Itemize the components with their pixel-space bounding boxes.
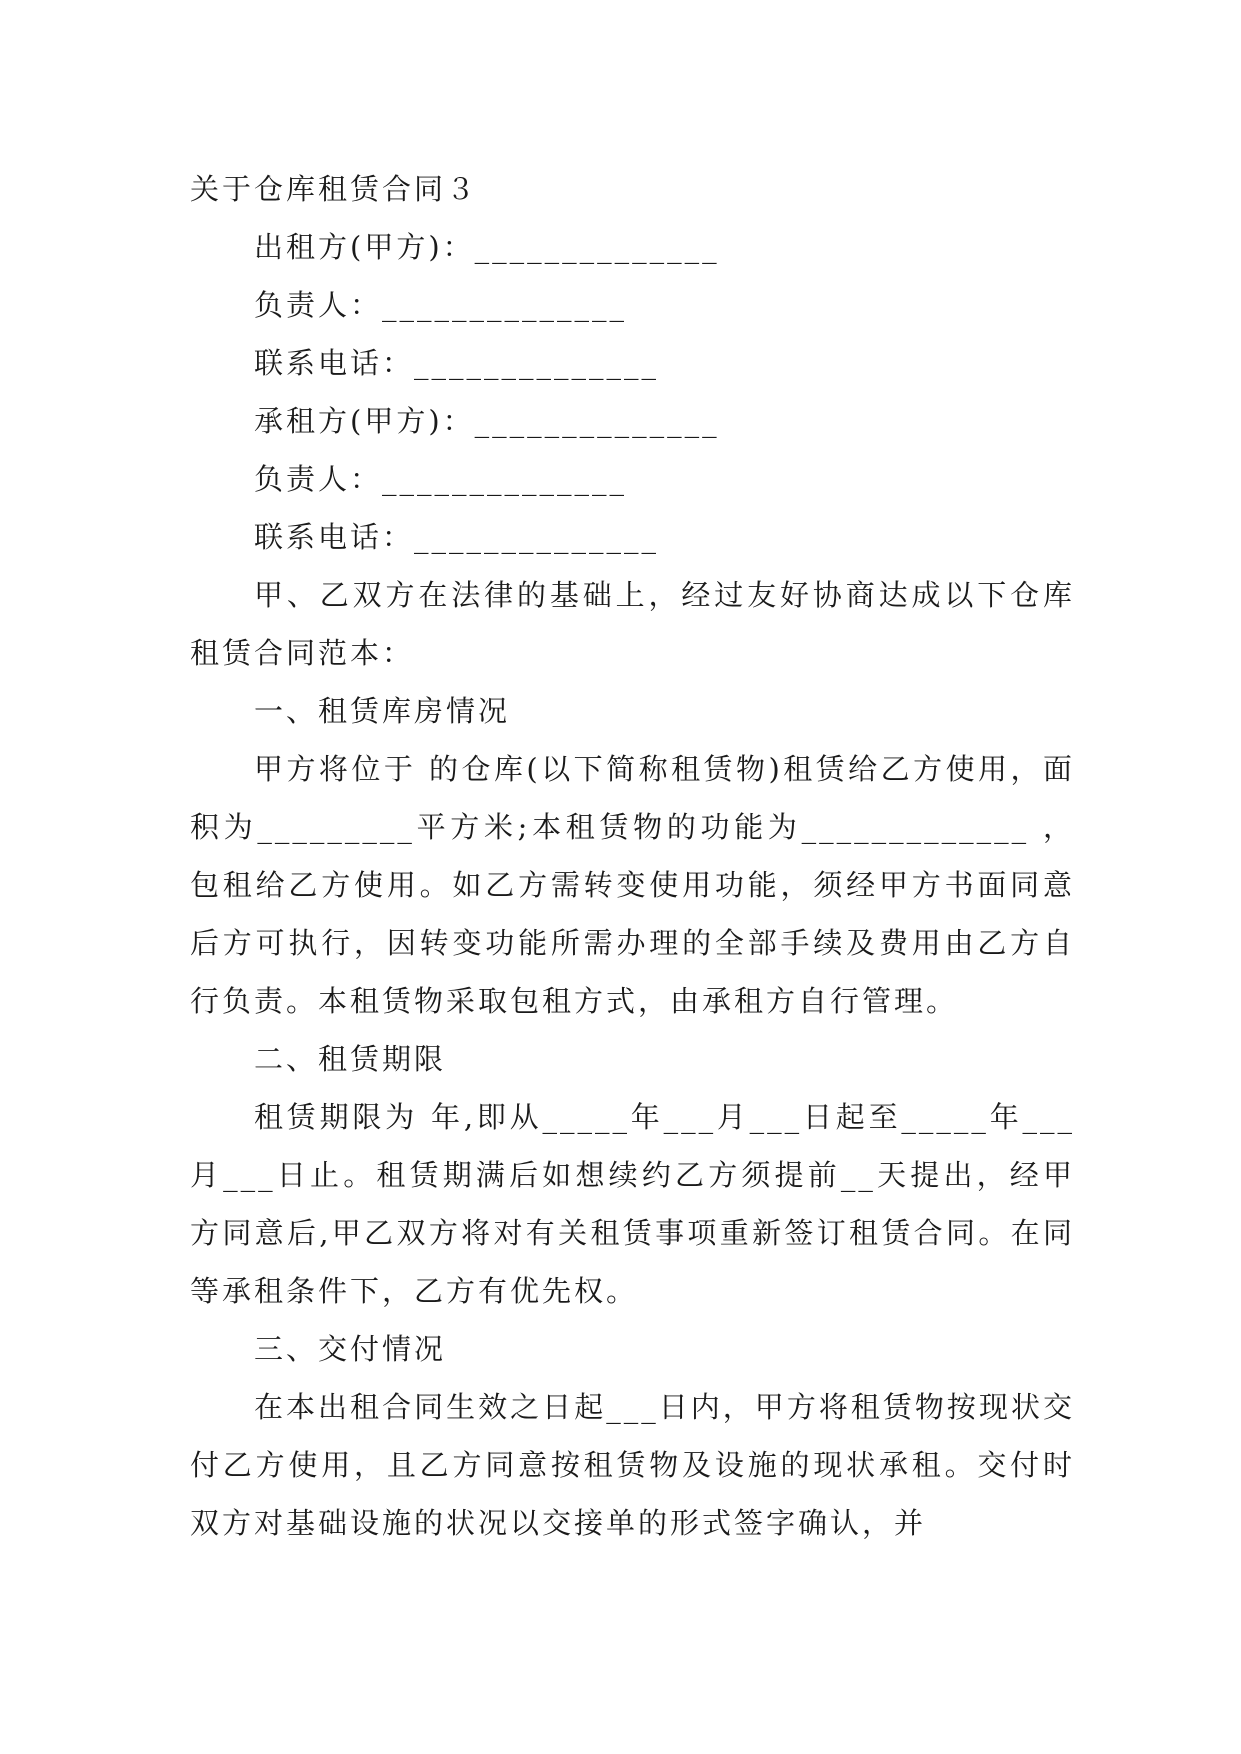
lessor-contact-person-field: 负责人：______________ (254, 288, 628, 322)
section-heading-3: 三、交付情况 (254, 1332, 447, 1366)
lessee-contact-person-field: 负责人：______________ (254, 462, 628, 496)
document-content (190, 160, 1075, 1552)
lessee-phone-field: 联系电话：______________ (254, 520, 660, 554)
section-body-2: 租赁期限为 年,即从_____年___月___日起至_____年___月___日止。租赁期满后如想续约乙方须提前__天提出，经甲方同意后,甲乙双方将对有关租赁事项重新签订租赁合同。在同等承租条件下，乙方有优先权。 (190, 1100, 1075, 1308)
document-title: 关于仓库租赁合同３ (190, 172, 479, 206)
section-heading-1: 一、租赁库房情况 (254, 694, 511, 728)
section-body-1: 甲方将位于 的仓库(以下简称租赁物)租赁给乙方使用，面积为_________平方米;本租赁物的功能为_____________ ，包租给乙方使用。如乙方需转变使用功能，须经甲方书面同意后方可执行，因转变功能所需办理的全部手续及费用由乙方自行负责。本租赁物采取包租方式，由承租方自行管理。 (190, 752, 1075, 1018)
section-heading-2: 二、租赁期限 (254, 1042, 447, 1076)
section-body-3: 在本出租合同生效之日起___日内，甲方将租赁物按现状交付乙方使用，且乙方同意按租赁物及设施的现状承租。交付时双方对基础设施的状况以交接单的形式签字确认，并 (190, 1390, 1075, 1540)
lessor-phone-field: 联系电话：______________ (254, 346, 660, 380)
lessor-field: 出租方(甲方)：______________ (254, 230, 720, 264)
lessee-field: 承租方(甲方)：______________ (254, 404, 720, 438)
intro-paragraph: 甲、乙双方在法律的基础上，经过友好协商达成以下仓库租赁合同范本： (190, 578, 1075, 670)
